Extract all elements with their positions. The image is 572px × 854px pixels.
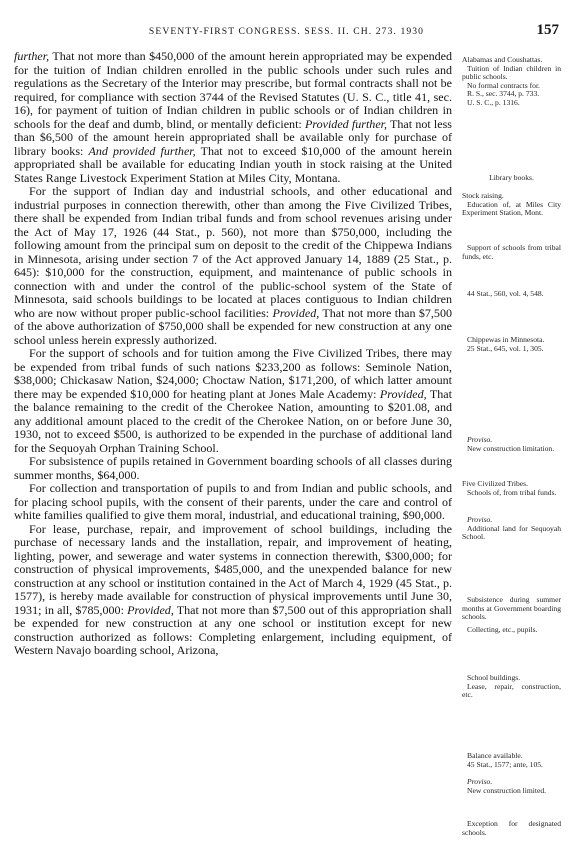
proviso-phrase: Provided further,: [304, 116, 388, 131]
margin-note: [462, 596, 561, 622]
note-line: Collecting, etc., pupils.: [467, 625, 538, 634]
page-number: 157: [536, 22, 559, 38]
margin-note: [462, 820, 561, 837]
margin-note: [462, 336, 561, 353]
proviso-phrase: Provided,: [127, 602, 174, 617]
note-line: R. S., sec. 3744, p. 733.: [467, 89, 540, 99]
note-line: Proviso.: [467, 777, 493, 786]
margin-note: [462, 480, 561, 497]
note-line: Stock raising.: [462, 191, 504, 200]
text-run: That not more than $7,500 of the above authorization of $750,000 shall be expended for new construction at any one school unless herein expressly authorized.: [14, 305, 452, 347]
note-line: 44 Stat., 560, vol. 4, 548.: [467, 289, 544, 298]
running-head: SEVENTY-FIRST CONGRESS. SESS. II. CH. 273. 1930: [148, 26, 425, 37]
margin-note: [462, 626, 561, 635]
text-run: That not less than $6,500 of the amount herein appropriated shall be available only for purchase of library books:: [14, 116, 452, 158]
note-line: Education of, at Miles City Experiment Station, Mont.: [462, 199, 561, 218]
note-line: No formal contracts for.: [467, 80, 540, 90]
note-line: School buildings.: [467, 673, 521, 682]
note-line: Support of schools from tribal funds, etc.: [462, 243, 561, 261]
main-text: [14, 50, 452, 658]
margin-note: [462, 174, 561, 183]
note-line: Five Civilized Tribes.: [462, 479, 529, 488]
note-line: Chippewas in Minnesota.: [467, 335, 545, 344]
margin-note: [462, 752, 561, 769]
margin-note: [462, 436, 561, 453]
note-line: Subsistence during summer months at Government boarding schools.: [462, 595, 561, 622]
proviso-phrase: And provided further,: [88, 143, 196, 158]
margin-note: [462, 192, 561, 218]
note-line: 25 Stat., 645, vol. 1, 305.: [467, 343, 544, 353]
proviso-phrase: Provided,: [379, 386, 427, 401]
text-run: That not to exceed $10,000 of the amount herein appropriated shall be available for educating Indian youth in stock raising at the United States Range Livestock Experiment Station at Miles City, Montana.: [14, 143, 452, 185]
text-run: For the support of schools and for tuition among the Five Civilized Tribes, there may be expended from tribal funds of such nations $233,200 as follows: Seminole Nation, $38,000; Chickasaw Nation, $24,000; Choctaw Nation, $171,200, of which latter amount there may be expended $10,000 for heating plant at Jones Male Academy:: [14, 346, 452, 401]
text-run: For lease, purchase, repair, and improvement of school buildings, including the purchase of necessary lands and the installation, repair, and improvement of heating, lighting, power, and sewerage and water systems in connection therewith, $300,000; for construction of physical improvements, $485,000, and the unexpended balance for new construction at any school or institution contained in the Act of March 4, 1929 (45 Stat., p. 1577), is hereby made available for construction of physical improvements until June 30, 1931; in all, $785,000:: [14, 521, 452, 617]
paragraph-subsistence: For subsistence of pupils retained in Government boarding schools of all classes during summer months, $64,000.: [14, 454, 452, 482]
note-line: Additional land for Sequoyah School.: [462, 523, 561, 542]
margin-note: [462, 290, 561, 299]
margin-note: [462, 56, 561, 108]
note-line: Alabamas and Coushattas.: [462, 55, 543, 64]
note-line: Exception for designated schools.: [462, 819, 561, 837]
note-line: Lease, repair, construction, etc.: [462, 681, 561, 700]
note-line: Proviso.: [467, 515, 493, 524]
note-line: 45 Stat., 1577; ante, 105.: [467, 759, 543, 769]
margin-note: [462, 674, 561, 700]
margin-note: [462, 778, 561, 795]
margin-note: [462, 244, 561, 261]
text-run: That not more than $450,000 of the amount herein appropriated may be expended for the tuition of Indian children enrolled in the public schools under such rules and regulations as the Secretary of the Interior may prescribe, but formal contracts shall not be required, for compliance with section 3744 of the Revised Statutes (U. S. C., title 41, sec. 16), for payment of tuition of Indian children in public schools or of Indian children in schools for the deaf and dumb, blind, or mentally deficient:: [14, 49, 452, 131]
note-line: Tuition of Indian children in public schools.: [462, 63, 561, 82]
note-line: Proviso.: [467, 435, 493, 444]
text-run: That the balance remaining to the credit of the Cherokee Nation, amounting to $201.08, and any additional amount placed to the credit of the Cherokee Nation, on or before June 30, 1930, not to exceed $500, is authorized to be expended in the purchase of additional land for the Sequoyah Orphan Training School.: [14, 386, 452, 455]
paragraph-transportation: For collection and transportation of pupils to and from Indian and public schools, and for placing school pupils, with the consent of their parents, under the care and control of white families qualified to give them moral, industrial, and educational training, $90,000.: [14, 481, 452, 522]
continued-word: further,: [14, 49, 50, 63]
page-header: [14, 22, 559, 42]
paragraph-day-industrial-schools: [14, 185, 452, 347]
note-line: Schools of, from tribal funds.: [467, 487, 557, 497]
note-line: Balance available.: [467, 751, 523, 760]
note-line: U. S. C., p. 1316.: [467, 97, 520, 107]
paragraph-five-civilized-tribes: [14, 347, 452, 455]
paragraph-school-buildings: [14, 523, 452, 658]
paragraph-tuition-public-schools: [14, 50, 452, 185]
note-line: Library books.: [489, 173, 534, 182]
note-line: New construction limited.: [467, 785, 547, 795]
note-line: New construction limitation.: [467, 443, 555, 453]
text-run: For the support of Indian day and industrial schools, and other educational and industrial purposes in connection therewith, other than among the Five Civilized Tribes, there shall be expended from Indian tribal funds and from school revenues arising under the Act of May 17, 1926 (44 Stat., p. 560), not more than $750,000, including the following amount from the principal sum on deposit to the credit of the Chippewa Indians in Minnesota, arising under section 7 of the Act approved January 14, 1889 (25 Stat., p. 645): $10,000 for the construction, equipment, and maintenance of public schools in connection with and under the control of the public-school system of the State of Minnesota, said schools buildings to be located at places contiguous to Indian children who are now without proper public-school facilities:: [14, 184, 452, 320]
proviso-phrase: Provided,: [272, 305, 320, 320]
margin-note: [462, 516, 561, 542]
text-run: That not more than $7,500 out of this appropriation shall be expended for new construction at any one school or institution except for new construction authorized as follows: Completing enlargement, including equipment, of Western Navajo boarding school, Arizona,: [14, 602, 452, 657]
